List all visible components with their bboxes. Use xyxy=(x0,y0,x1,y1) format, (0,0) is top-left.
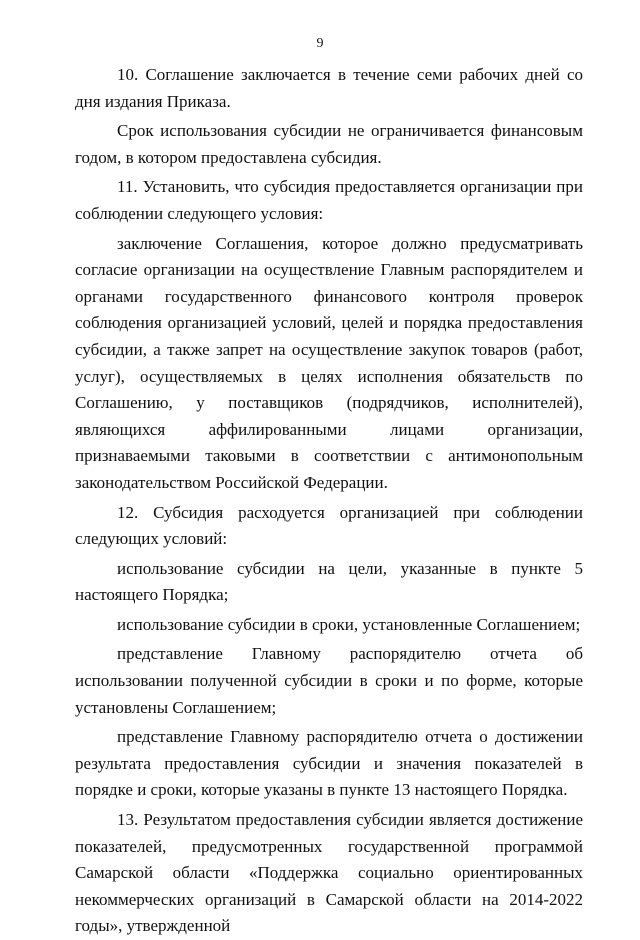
document-body xyxy=(75,62,583,940)
paragraph-usage-report: представление Главному распорядителю отчета об использовании полученной субсидии в сроки и по форме, которые установлены Соглашением; xyxy=(75,644,583,717)
paragraph-11-condition-intro: 11. Установить, что субсидия предоставляется организации при соблюдении следующего условия: xyxy=(75,177,583,223)
paragraph-subsidy-period: Срок использования субсидии не ограничивается финансовым годом, в котором предоставлена субсидия. xyxy=(75,121,583,167)
paragraph-10-agreement-term: 10. Соглашение заключается в течение семи рабочих дней со дня издания Приказа. xyxy=(75,65,583,111)
paragraph-12-usage-conditions: 12. Субсидия расходуется организацией при соблюдении следующих условий: xyxy=(75,502,583,549)
page-number: 9 xyxy=(316,36,324,51)
paragraph-13-result: 13. Результатом предоставления субсидии является достижение показателей, предусмотренных государственной программой Самарской области «Поддержка социально ориентированных некоммерческих организаций в Самарской области на 2014-2022 годы», утвержденной xyxy=(75,810,583,936)
paragraph-agreement-consent: заключение Соглашения, которое должно предусматривать согласие организации на осуществление Главным распорядителем и органами государственного финансового контроля проверок соблюдения организацией условий, целей и порядка предоставления субсидии, а также запрет на осуществление закупок товаров (работ, услуг), осуществляемых в целях исполнения обязательств по Соглашению, у поставщиков (подрядчиков, исполнителей), являющихся аффилированными лицами организации, признаваемыми таковыми в соответствии с антимонопольным законодательством Российской Федерации. xyxy=(75,233,583,492)
paragraph-usage-terms: использование субсидии в сроки, установленные Соглашением; xyxy=(117,614,581,634)
paragraph-usage-purpose: использование субсидии на цели, указанные в пункте 5 настоящего Порядка; xyxy=(75,558,583,605)
paragraph-achievement-report: представление Главному распорядителю отчета о достижении результата предоставления субсидии и значения показателей в порядке и сроки, которые указаны в пункте 13 настоящего Порядка. xyxy=(75,727,583,800)
